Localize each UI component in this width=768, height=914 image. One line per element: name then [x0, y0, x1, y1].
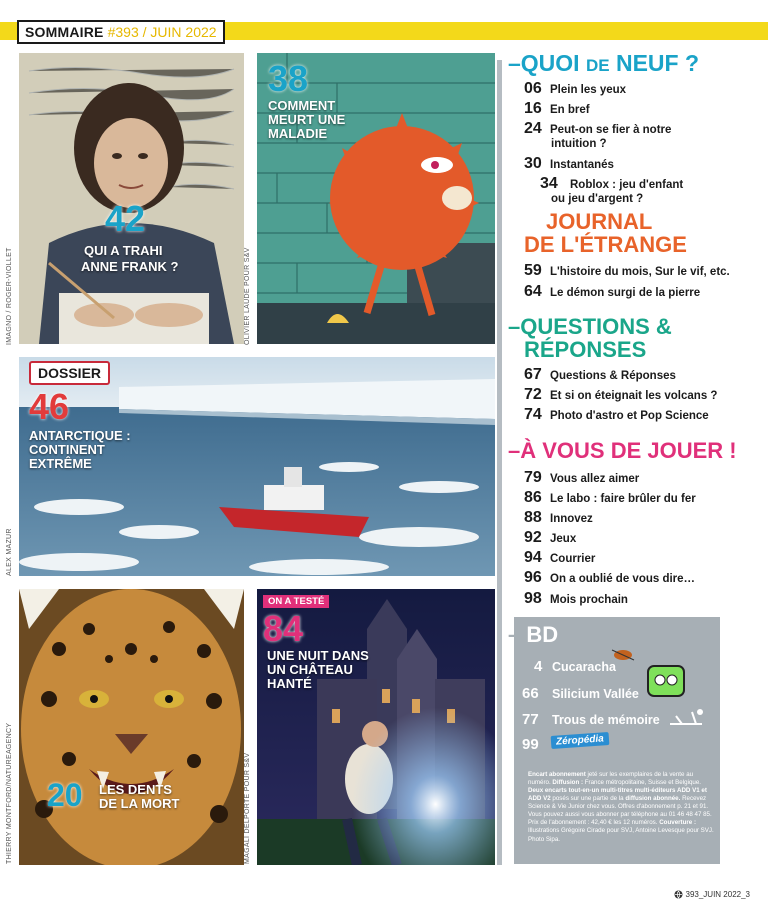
toc-label-continued: intuition ?	[551, 138, 607, 150]
toc-item[interactable]	[524, 283, 700, 301]
toc-page-number: 30	[524, 155, 542, 172]
toc-page-number: 64	[524, 283, 542, 300]
toc-label: Le labo : faire brûler du fer	[550, 493, 696, 505]
toc-page-number: 77	[522, 711, 539, 728]
toc-page-number: 72	[524, 386, 542, 403]
title-part: DE	[585, 56, 610, 75]
toc-item[interactable]	[524, 155, 614, 173]
panel-chateau[interactable]	[257, 589, 495, 865]
toc-page-number: 86	[524, 489, 542, 506]
dash: –	[508, 622, 521, 647]
toc-page-number: 67	[524, 366, 542, 383]
toc-label-continued: ou jeu d'argent ?	[551, 193, 644, 205]
zeropedia-logo: Zéropédia	[551, 732, 610, 749]
toc-item[interactable]	[524, 590, 628, 608]
antarctique-caption-3: EXTRÊME	[29, 456, 92, 471]
fine-bold: Deux encarts tout-en-un multi-titres multi-éditeurs ADD V1 et ADD V2	[528, 787, 707, 803]
toc-item[interactable]	[524, 406, 709, 424]
bd-item[interactable]	[522, 685, 639, 702]
toc-item[interactable]	[524, 366, 676, 384]
virus-credit: OLIVIER LAUDE POUR S&V	[244, 247, 251, 345]
toc-page-number: 88	[524, 509, 542, 526]
chateau-caption-2: UN CHÂTEAU	[267, 662, 353, 677]
toc-page-number: 06	[524, 80, 542, 97]
fine-text: Recevez Science & Vie Junior chez vous. Offres d'abonnement p. 21 et 91. Vous pouvez aussi vous abonner par téléphone au 01 46 48 47 85. Prix de l'abonnement : 42,40 € les 12 numéros.	[528, 795, 712, 827]
title-part: QUESTIONS &	[520, 314, 672, 339]
section-title-journal-1: JOURNAL	[546, 209, 653, 234]
fine-bold: diffusion abonnée.	[625, 795, 681, 803]
toc-item[interactable]	[524, 489, 696, 507]
toc-item[interactable]	[540, 175, 683, 193]
toc-label: Jeux	[550, 533, 577, 545]
virus-caption-2: MEURT UNE	[268, 112, 346, 127]
section-title-a-vous-de-jouer	[508, 440, 737, 462]
chateau-credit: MAGALI DELPORTE POUR S&V	[244, 752, 251, 864]
antarctique-caption-1: ANTARCTIQUE :	[29, 428, 131, 443]
toc-item[interactable]	[524, 386, 717, 404]
toc-page-number: 96	[524, 569, 542, 586]
toc-label: Et si on éteignait les volcans ?	[550, 390, 718, 402]
chateau-number: 84	[263, 608, 304, 649]
toc-page-number: 99	[522, 736, 539, 753]
toc-label: Trous de mémoire	[552, 713, 660, 727]
title-part: NEUF ?	[615, 50, 700, 76]
toc-page-number: 66	[522, 685, 539, 702]
fine-text: France métropolitaine, Suisse et Belgique.	[583, 779, 701, 787]
dossier-badge: DOSSIER	[29, 361, 110, 385]
skeleton-icon	[666, 706, 706, 728]
toc-label: Le démon surgi de la pierre	[550, 287, 701, 299]
dash: –	[508, 438, 521, 463]
antarctique-number: 46	[29, 386, 70, 427]
toc-page-number: 79	[524, 469, 542, 486]
toc-item[interactable]	[524, 262, 730, 280]
header-label-box	[17, 20, 225, 44]
toc-label: Silicium Vallée	[552, 687, 639, 701]
toc-item[interactable]	[524, 120, 671, 138]
fine-text: jeté sur les exemplaires de la vente au numéro.	[528, 771, 694, 787]
toc-page-number: 59	[524, 262, 542, 279]
jaguar-credit: THIERRY MONTFORD/NATUREAGENCY	[6, 722, 13, 864]
toc-label: Roblox : jeu d'enfant	[570, 179, 684, 191]
virus-caption-3: MALADIE	[268, 126, 328, 141]
toc-item[interactable]	[524, 100, 590, 118]
folio-text: 393_JUIN 2022_3	[685, 890, 750, 899]
anne-credit: IMAGNO / ROGER-VIOLLET	[6, 247, 13, 345]
title-part: BD	[526, 622, 559, 647]
header-label: SOMMAIRE	[25, 24, 104, 40]
toc-item[interactable]	[524, 469, 639, 487]
title-part: QUOI	[520, 50, 580, 76]
section-title-journal-2: DE L'ÉTRANGE	[524, 232, 687, 257]
bd-fine-print	[528, 771, 716, 844]
panel-virus[interactable]	[257, 53, 495, 344]
panel-antarctique[interactable]	[19, 357, 495, 576]
toc-label: L'histoire du mois, Sur le vif, etc.	[550, 266, 730, 278]
virus-caption-1: COMMENT	[268, 98, 336, 113]
toc-label: En bref	[550, 104, 590, 116]
globe-icon	[674, 890, 683, 899]
toc-label: Courrier	[550, 553, 596, 565]
toc-label: Peut-on se fier à notre	[550, 124, 672, 136]
section-title-bd	[508, 624, 558, 646]
toc-page-number: 94	[524, 549, 542, 566]
cucaracha-icon	[610, 648, 636, 662]
antarctique-credit: ALEX MAZUR	[6, 528, 13, 576]
dash: –	[508, 314, 521, 339]
section-title-questions-1	[508, 316, 672, 338]
toc-label: Plein les yeux	[550, 84, 627, 96]
toc-label: Questions & Réponses	[550, 370, 676, 382]
anne-caption-2: ANNE FRANK ?	[81, 259, 179, 274]
section-title-quoi-de-neuf	[508, 52, 699, 75]
toc-item[interactable]	[524, 509, 593, 527]
chateau-caption-1: UNE NUIT DANS	[267, 648, 369, 663]
toc-label: Innovez	[550, 513, 593, 525]
antarctique-caption-2: CONTINENT	[29, 442, 105, 457]
virus-number: 38	[268, 58, 309, 99]
toc-item[interactable]	[524, 549, 595, 567]
fine-text: posés sur une partie de la	[550, 795, 626, 803]
bd-item[interactable]	[534, 658, 616, 675]
panel-anne-frank[interactable]	[19, 53, 244, 344]
jaguar-number: 20	[47, 777, 83, 813]
fine-bold: Encart abonnement	[528, 771, 586, 778]
toc-page-number: 98	[524, 590, 542, 607]
toc-item[interactable]	[524, 80, 626, 98]
fine-bold: Diffusion :	[552, 779, 584, 787]
chateau-caption-3: HANTÉ	[267, 676, 312, 691]
on-a-teste-badge: ON A TESTÉ	[263, 595, 329, 608]
section-title-questions-2: RÉPONSES	[524, 337, 647, 362]
toc-label: Photo d'astro et Pop Science	[550, 410, 709, 422]
toc-item[interactable]	[524, 529, 576, 547]
jaguar-caption-2: DE LA MORT	[99, 796, 180, 811]
bd-item[interactable]	[522, 711, 660, 728]
page-folio	[674, 890, 751, 899]
bd-item[interactable]	[522, 736, 544, 753]
toc-page-number: 4	[534, 658, 543, 675]
panel-jaguar[interactable]	[19, 589, 244, 865]
toc-label: Cucaracha	[552, 660, 616, 674]
toc-page-number: 24	[524, 120, 542, 137]
anne-number: 42	[105, 198, 146, 239]
header-issue: #393 / JUIN 2022	[107, 24, 217, 40]
column-divider	[497, 60, 502, 865]
fine-text: Illustrations Grégoire Cirade pour SVJ, Antoine Levesque pour SVJ. Photo Sipa.	[528, 827, 714, 843]
jaguar-photo	[19, 589, 244, 865]
toc-item[interactable]	[524, 569, 695, 587]
toc-page-number: 74	[524, 406, 542, 423]
toc-label: On a oublié de vous dire…	[550, 573, 696, 585]
jaguar-caption-1: LES DENTS	[99, 782, 172, 797]
toc-page-number: 92	[524, 529, 542, 546]
toc-label: Instantanés	[550, 159, 614, 171]
toc-page-number: 16	[524, 100, 542, 117]
anne-caption-1: QUI A TRAHI	[84, 243, 163, 258]
toc-label: Mois prochain	[550, 594, 628, 606]
robot-icon	[644, 660, 690, 702]
toc-page-number: 34	[540, 175, 558, 192]
toc-label: Vous allez aimer	[550, 473, 640, 485]
dash: –	[508, 50, 521, 76]
fine-bold: Couverture :	[659, 819, 697, 827]
title-part: À VOUS DE JOUER !	[520, 438, 737, 463]
